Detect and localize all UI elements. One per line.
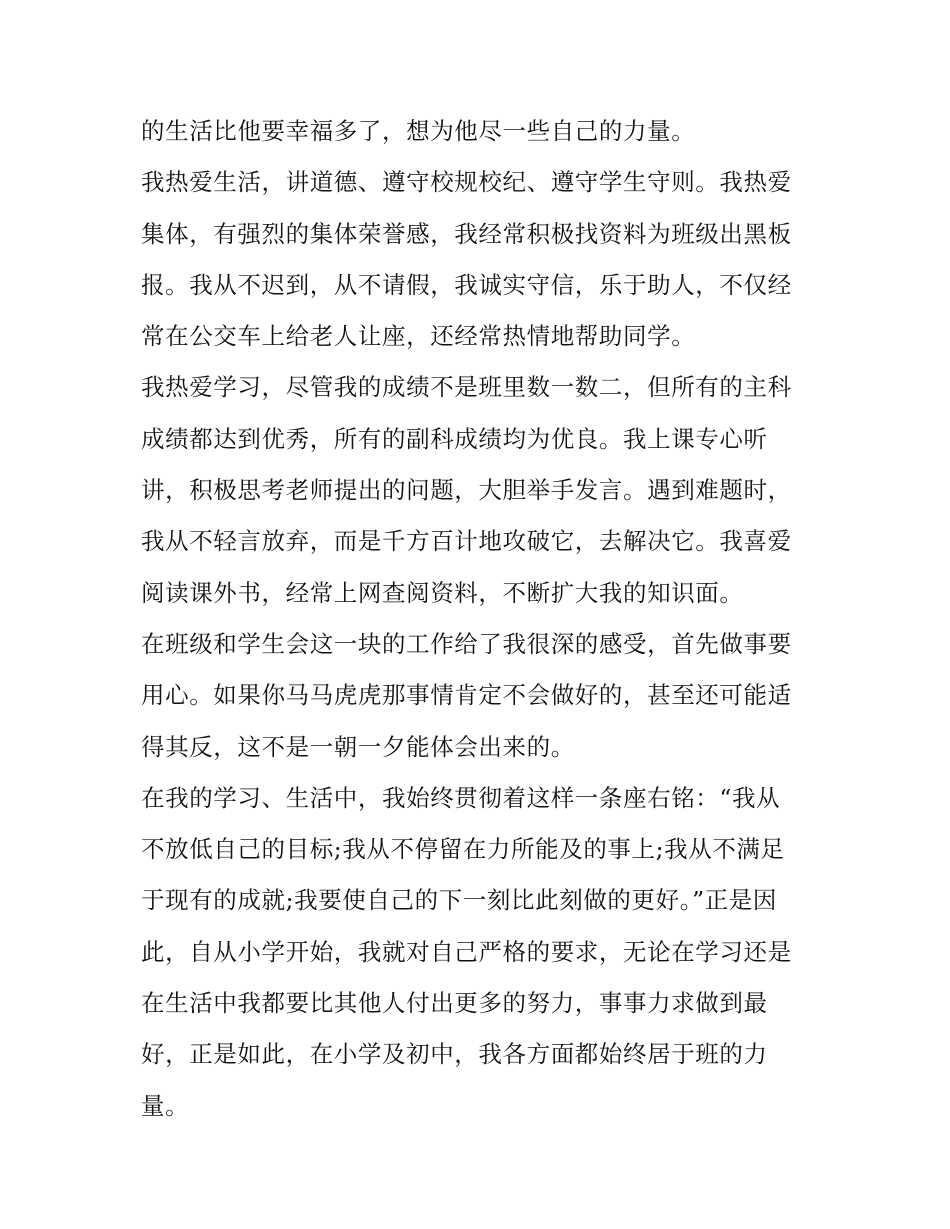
text-line: 常在公交车上给老人让座，还经常热情地帮助同学。 (141, 322, 696, 351)
text-line: 不放低自己的目标;我从不停留在力所能及的事上;我从不满足 (141, 835, 785, 864)
text-line: 用心。如果你马马虎虎那事情肯定不会做好的，甚至还可能适 (141, 681, 792, 710)
text-line: 得其反，这不是一朝一夕能体会出来的。 (141, 732, 575, 761)
text-line: 集体，有强烈的集体荣誉感，我经常积极找资料为班级出黑板 (141, 219, 792, 248)
text-line: 在我的学习、生活中，我始终贯彻着这样一条座右铭：“我从 (141, 783, 781, 812)
document-body (141, 106, 821, 1132)
text-line: 我从不轻言放弃，而是千方百计地攻破它，去解决它。我喜爱 (141, 527, 792, 556)
text-line: 我热爱学习，尽管我的成绩不是班里数一数二，但所有的主科 (141, 373, 792, 402)
text-line: 报。我从不迟到，从不请假，我诚实守信，乐于助人，不仅经 (141, 270, 792, 299)
text-line: 量。 (141, 1091, 190, 1120)
text-line: 讲，积极思考老师提出的问题，大胆举手发言。遇到难题时， (141, 476, 792, 505)
text-line: 在生活中我都要比其他人付出更多的努力，事事力求做到最 (141, 989, 768, 1018)
text-line: 成绩都达到优秀，所有的副科成绩均为优良。我上课专心听 (141, 424, 768, 453)
text-line: 的生活比他要幸福多了，想为他尽一些自己的力量。 (141, 117, 696, 145)
text-line: 好，正是如此，在小学及初中，我各方面都始终居于班的力 (141, 1040, 768, 1069)
text-line: 此，自从小学开始，我就对自己严格的要求，无论在学习还是 (141, 937, 792, 966)
text-line: 在班级和学生会这一块的工作给了我很深的感受，首先做事要 (141, 629, 792, 658)
text-line: 于现有的成就;我要使自己的下一刻比此刻做的更好。”正是因 (141, 886, 777, 915)
text-line: 我热爱生活，讲道德、遵守校规校纪、遵守学生守则。我热爱 (141, 168, 792, 197)
text-line: 阅读课外书，经常上网查阅资料，不断扩大我的知识面。 (141, 578, 744, 607)
